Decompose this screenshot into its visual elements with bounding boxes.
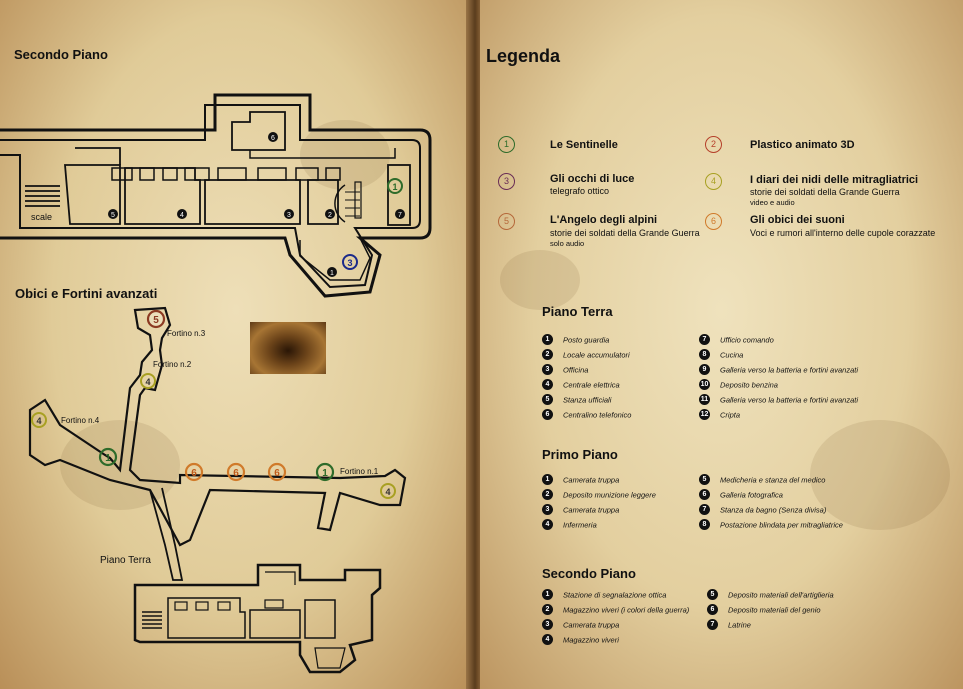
svg-text:6: 6 — [191, 468, 197, 479]
svg-text:1: 1 — [392, 182, 398, 192]
paper-stain — [500, 250, 580, 310]
legend-title-1: Le Sentinelle — [550, 139, 618, 151]
list-item: 2 Magazzino viveri (i colori della guerra) — [542, 601, 689, 614]
primo-piano-title: Primo Piano — [542, 447, 618, 462]
legend-sub2-4: video e audio — [750, 198, 795, 207]
svg-text:6: 6 — [233, 468, 239, 479]
list-item: 7 Ufficio comando — [699, 331, 774, 344]
legenda-title: Legenda — [486, 46, 561, 66]
tunnel-network — [30, 308, 405, 545]
svg-text:4: 4 — [180, 212, 184, 219]
fortino-1-label: Fortino n.1 — [340, 467, 379, 476]
legend-marker-6: 6 — [705, 213, 722, 230]
list-item: 8 Cucina — [699, 346, 743, 359]
legend-marker-5: 5 — [498, 213, 515, 230]
list-item: 12 Cripta — [700, 410, 741, 420]
legend-sub-3: telegrafo ottico — [550, 186, 610, 196]
paper-stain — [810, 420, 950, 530]
secondo-piano-list-title: Secondo Piano — [542, 566, 636, 581]
list-item: 7 Latrine — [707, 616, 751, 629]
list-item: 4 Centrale elettrica — [542, 376, 620, 389]
list-item: 2 Deposito munizione leggere — [542, 486, 656, 499]
list-item: 5 Stanza ufficiali — [542, 391, 611, 404]
scale-stairs-icon — [25, 186, 60, 206]
svg-text:3: 3 — [347, 258, 353, 268]
legend-title-6: Gli obici dei suoni — [750, 214, 845, 226]
list-item: 6 Deposito materiali del genio — [707, 601, 821, 614]
list-item: 7 Stanza da bagno (Senza divisa) — [699, 501, 826, 514]
legend-title-2: Plastico animato 3D — [750, 139, 855, 151]
fortino-3-label: Fortino n.3 — [167, 329, 206, 338]
svg-text:3: 3 — [287, 212, 291, 219]
legend-marker-2: 2 — [705, 136, 722, 153]
tunnel-photo — [250, 322, 326, 374]
left-page — [0, 0, 472, 689]
list-item: 8 Postazione blindata per mitragliatrice — [699, 516, 843, 529]
legend-sub-6: Voci e rumori all'interno delle cupole corazzate — [750, 228, 936, 238]
svg-text:1: 1 — [105, 453, 111, 464]
fortino-2-label: Fortino n.2 — [153, 360, 192, 369]
legend-title-5: L'Angelo degli alpini — [550, 214, 658, 226]
svg-text:4: 4 — [145, 377, 151, 387]
legend-title-3: Gli occhi di luce — [550, 173, 635, 185]
legend-title-4: I diari dei nidi delle mitragliatrici — [750, 174, 919, 186]
svg-text:5: 5 — [111, 212, 115, 219]
svg-text:6: 6 — [271, 135, 275, 142]
list-item: 1 Stazione di segnalazione ottica — [542, 586, 666, 599]
legend-sub2-5: solo audio — [550, 239, 585, 248]
list-item: 3 Officina — [542, 361, 588, 374]
svg-text:2: 2 — [328, 212, 332, 219]
list-item: 4 Infermeria — [542, 516, 597, 529]
legend-marker-4: 4 — [705, 173, 722, 190]
svg-text:6: 6 — [274, 468, 280, 479]
list-item: 10 Deposito benzina — [700, 380, 778, 390]
legend-sub-5: storie dei soldati della Grande Guerra — [550, 228, 700, 238]
svg-text:4: 4 — [36, 416, 42, 426]
svg-text:4: 4 — [385, 487, 391, 497]
svg-text:1: 1 — [330, 270, 334, 277]
secondo-piano-map-title: Secondo Piano — [14, 47, 108, 62]
list-item: 3 Camerata truppa — [542, 501, 619, 514]
fortino-4-label: Fortino n.4 — [61, 416, 100, 425]
svg-text:5: 5 — [153, 315, 159, 326]
obici-map-title: Obici e Fortini avanzati — [15, 286, 158, 301]
legend-sub-4: storie dei soldati della Grande Guerra — [750, 187, 900, 197]
piano-terra-map-label: Piano Terra — [100, 555, 151, 566]
list-item: 6 Galleria fotografica — [699, 486, 783, 499]
piano-terra-title: Piano Terra — [542, 304, 613, 319]
svg-text:7: 7 — [398, 212, 402, 219]
list-item: 2 Locale accumulatori — [542, 346, 630, 359]
list-item: 5 Deposito materiali dell'artiglieria — [707, 586, 834, 599]
list-item: 1 Posto guardia — [542, 331, 609, 344]
scale-label: scale — [31, 212, 53, 222]
list-item: 6 Centralino telefonico — [542, 406, 631, 419]
list-item: 1 Camerata truppa — [542, 471, 619, 484]
floor-plan-map — [0, 0, 472, 689]
svg-text:1: 1 — [322, 468, 328, 479]
list-item: 4 Magazzino viveri — [542, 631, 619, 644]
secondo-piano-outline — [0, 95, 430, 296]
list-item: 5 Medicheria e stanza del medico — [699, 471, 825, 484]
list-item: 11 Galleria verso la batteria e fortini avanzati — [700, 395, 858, 405]
list-item: 3 Camerata truppa — [542, 616, 619, 629]
legend-marker-1: 1 — [498, 136, 515, 153]
legend-marker-3: 3 — [498, 173, 515, 190]
list-item: 9 Galleria verso la batteria e fortini avanzati — [699, 361, 858, 374]
piano-terra-stairs-icon — [142, 612, 162, 628]
right-page — [480, 0, 963, 689]
